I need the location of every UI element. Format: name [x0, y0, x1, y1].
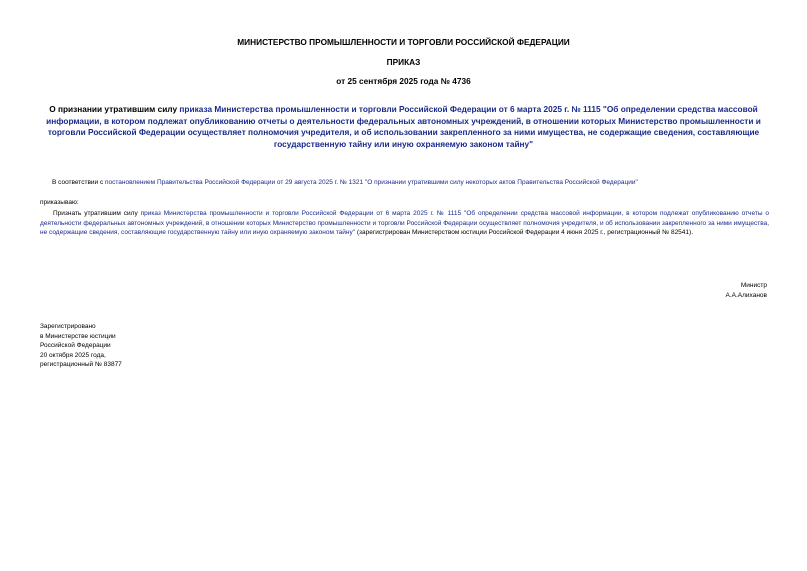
title-prefix: О признании утратившим силу: [49, 104, 180, 114]
order-word: приказываю:: [40, 199, 79, 206]
legal-basis-paragraph: [52, 178, 772, 188]
basis-resolution-link[interactable]: постановлением Правительства Российской Федерации от 29 августа 2025 г. № 1321 "О признании утратившими силу некоторых актов Правительства Российской Федерации": [105, 179, 638, 186]
registration-line: Российской Федерации: [40, 342, 111, 350]
ministry-heading: МИНИСТЕРСТВО ПРОМЫШЛЕННОСТИ И ТОРГОВЛИ РОССИЙСКОЙ ФЕДЕРАЦИИ: [237, 37, 570, 47]
basis-prefix: В соответствии с: [52, 179, 106, 186]
registration-date: 20 октября 2025 года,: [40, 351, 106, 359]
document-title: [40, 104, 767, 150]
title-repealed-order-link[interactable]: приказа Министерства промышленности и торговли Российской Федерации от 6 марта 2025 г. № 1115 "Об определении средства массовой информации, в котором подлежат опубликованию отчеты о деятельности федеральных автономных учреждений, в отношении которых Министерство промышленности и торговли Российской Федерации осуществляет полномочия учредителя, и об использовании закрепленного за ними имущества, не содержащие сведения, составляющие государственную тайну или иную охраняемую законом тайну": [46, 104, 761, 149]
document-type: ПРИКАЗ: [386, 57, 421, 67]
clause-repealed-order-link[interactable]: приказ Министерства промышленности и торговли Российской Федерации от 6 марта 2025 г. № 1115 "Об определении средства массовой информации, в котором подлежат опубликованию отчеты о деятельности федеральных автономных учреждений, в отношении которых Министерство промышленности и торговли Российской Федерации осуществляет полномочия учредителя, и об использовании закрепленного за ними имущества, не содержащие сведения, составляющие государственную тайну или иную охраняемую законом тайну": [40, 210, 769, 237]
registration-line: Зарегистрировано: [40, 323, 96, 330]
registration-number: регистрационный № 83877: [40, 361, 122, 369]
signatory-name: А.А.Алиханов: [725, 291, 767, 299]
order-clause: [40, 209, 769, 238]
registration-line: в Министерстве юстиции: [40, 332, 116, 340]
clause-prefix: Признать утратившим силу: [53, 210, 141, 217]
registration-block: [40, 322, 122, 370]
signatory-position: Министр: [740, 282, 767, 289]
signature-block: [726, 281, 768, 300]
clause-suffix: (зарегистрирован Министерством юстиции Российской Федерации 4 июня 2025 г., регистрационный № 82541).: [355, 229, 693, 237]
document-date-number: от 25 сентября 2025 года № 4736: [336, 76, 471, 86]
